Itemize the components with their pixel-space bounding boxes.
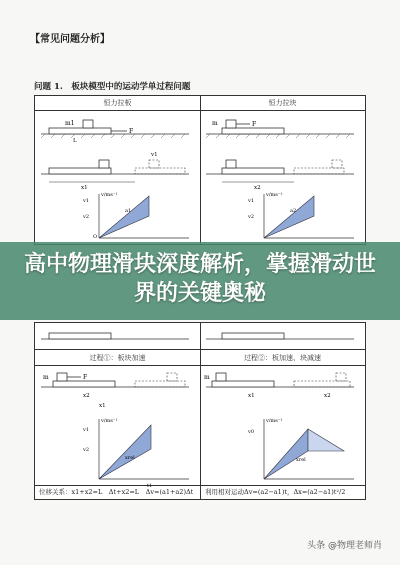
label-L: L — [73, 138, 77, 144]
label-vms-lower: v/ms⁻¹ — [101, 418, 118, 424]
label-x2-lower-right: x2 — [324, 393, 331, 399]
label-F: F — [129, 128, 134, 135]
label-F-right: F — [252, 121, 257, 128]
label-x2-lower: x2 — [83, 393, 90, 399]
lower-right-diagram — [204, 367, 362, 483]
label-v1-plot: v1 — [83, 198, 90, 204]
label-v2-plot: v2 — [83, 214, 90, 220]
label-v1-lower: v1 — [83, 427, 90, 433]
label-v1-right: v1 — [248, 198, 255, 204]
label-t1: t1 — [147, 483, 153, 489]
label-xrel-right: xrel — [296, 457, 306, 463]
lower-left-diagram — [39, 367, 197, 489]
label-v0-lower-right: v0 — [248, 429, 255, 435]
label-x1-lower-right: x1 — [248, 393, 255, 399]
problem-1-title: 问题 1. 板块模型中的运动学单过程问题 — [34, 82, 191, 92]
label-m-lower-right: m — [204, 374, 210, 381]
lower-top-left-strip — [39, 325, 197, 347]
label-x1-lower: x1 — [99, 403, 106, 409]
lower-col-header-left: 过程①：板块加速 — [89, 354, 146, 362]
col-header-right: 恒力拉块 — [268, 99, 297, 107]
label-vms: v/ms⁻¹ — [101, 192, 118, 198]
upper-left-diagram — [39, 112, 197, 240]
label-origin: O — [93, 234, 98, 240]
upper-table — [34, 95, 366, 245]
banner-title: 高中物理滑块深度解析，掌握滑动世界的关键奥秘 — [23, 252, 376, 306]
label-F-lower: F — [83, 374, 88, 381]
label-x1: x1 — [81, 185, 88, 191]
label-m-lower: m — [43, 374, 49, 381]
label-v1: v1 — [151, 152, 158, 158]
label-m1: m1 — [65, 120, 75, 127]
label-a2: a2 — [290, 208, 297, 214]
upper-right-diagram — [204, 112, 362, 240]
label-v2-right: v2 — [248, 214, 255, 220]
label-v2-lower: v2 — [83, 447, 90, 453]
label-vms-right: v/ms⁻¹ — [266, 192, 283, 198]
section-title: 【常见问题分析】 — [30, 34, 110, 45]
lower-col-header-right: 过程②：板加速、块减速 — [244, 354, 321, 362]
watermark: 头条 @物理老师肖 — [307, 541, 382, 551]
lower-footer-left: 位移关系：x1+x2=L Δt+x2=L Δv=(a1+a2)Δt — [39, 488, 194, 496]
label-m-right: m — [212, 120, 218, 127]
label-a1: a1 — [125, 208, 132, 214]
lower-footer-right: 利用相对运动Δv=(a2−a1)t，Δx=(a2−a1)t²/2 — [205, 488, 346, 496]
lower-top-right-strip — [204, 325, 362, 347]
label-vms-lower-right: v/ms⁻¹ — [266, 418, 283, 424]
col-header-left: 恒力拉板 — [103, 99, 132, 107]
label-x2: x2 — [254, 185, 261, 191]
label-xrel: xrel — [125, 455, 135, 461]
lower-table — [34, 322, 366, 500]
